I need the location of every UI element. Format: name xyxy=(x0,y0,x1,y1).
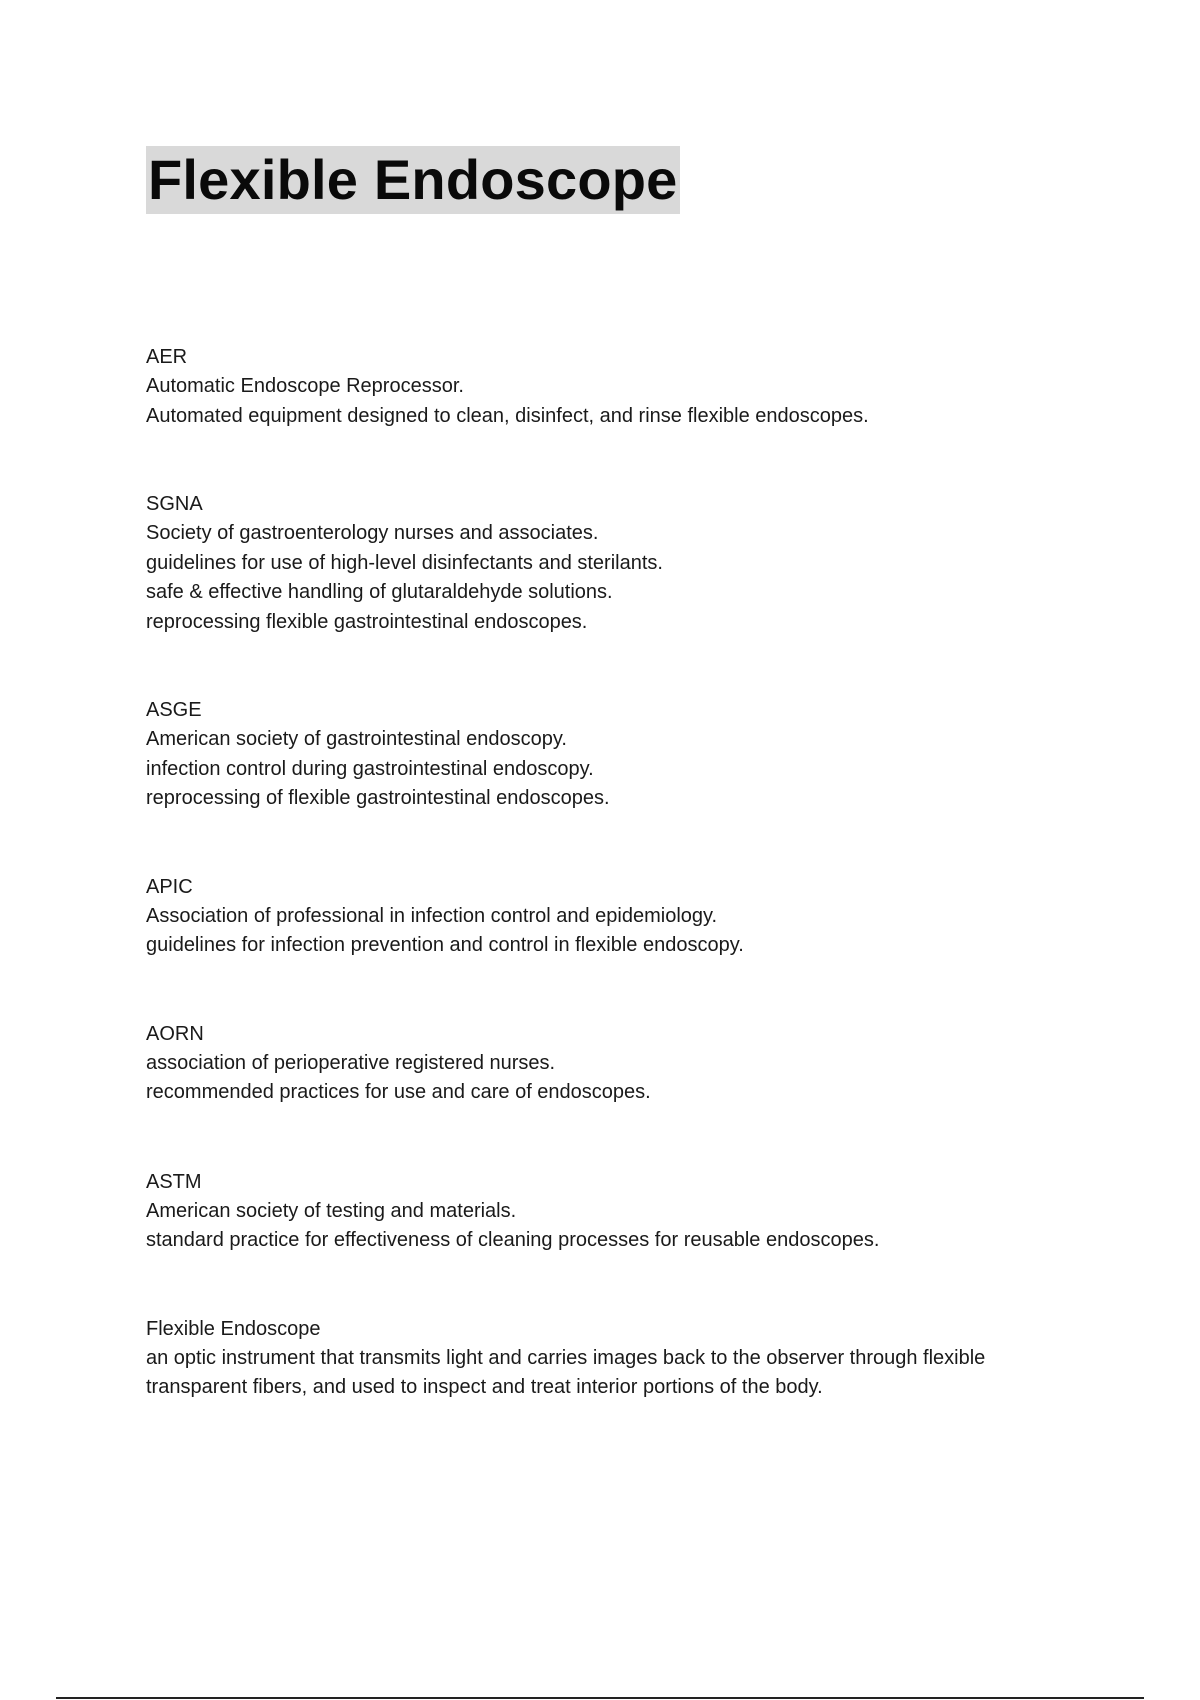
entry-definition-line: association of perioperative registered nurses. xyxy=(146,1051,556,1074)
entry-definition-line: an optic instrument that transmits light and carries images back to the observer through flexible xyxy=(146,1346,986,1369)
entry-definition-line: Automatic Endoscope Reprocessor. xyxy=(146,375,464,397)
entry-term: APIC xyxy=(146,875,193,898)
entry-definition-line: infection control during gastrointestinal endoscopy. xyxy=(146,757,594,780)
glossary-entry-sgna xyxy=(146,489,1106,637)
entry-term: AORN xyxy=(146,1022,204,1045)
entry-definition-line: guidelines for infection prevention and control in flexible endoscopy. xyxy=(146,934,744,956)
glossary-list xyxy=(146,342,1106,1403)
page-title: Flexible Endoscope xyxy=(146,146,680,214)
glossary-entry-astm xyxy=(146,1167,1106,1256)
entry-definition-line: Automated equipment designed to clean, disinfect, and rinse flexible endoscopes. xyxy=(146,404,869,427)
entry-definition-line: Association of professional in infection control and epidemiology. xyxy=(146,904,718,927)
entry-definition-line: American society of gastrointestinal endoscopy. xyxy=(146,728,567,750)
glossary-entry-flexible-endoscope xyxy=(146,1314,1106,1403)
entry-definition-line: safe & effective handling of glutaraldehyde solutions. xyxy=(146,581,613,603)
entry-definition-line: reprocessing of flexible gastrointestinal endoscopes. xyxy=(146,787,610,809)
entry-definition-line: standard practice for effectiveness of cleaning processes for reusable endoscopes. xyxy=(146,1229,880,1251)
bottom-divider xyxy=(56,1697,1144,1699)
entry-definition-line: guidelines for use of high-level disinfectants and sterilants. xyxy=(146,551,663,574)
entry-definition-line: reprocessing flexible gastrointestinal endoscopes. xyxy=(146,610,588,633)
entry-definition-line: transparent fibers, and used to inspect and treat interior portions of the body. xyxy=(146,1376,823,1398)
entry-definition-line: recommended practices for use and care of endoscopes. xyxy=(146,1081,651,1103)
entry-term: Flexible Endoscope xyxy=(146,1317,321,1340)
entry-term: SGNA xyxy=(146,493,203,515)
glossary-entry-asge xyxy=(146,695,1106,814)
entry-definition-line: American society of testing and materials. xyxy=(146,1199,517,1222)
glossary-entry-apic xyxy=(146,872,1106,961)
entry-term: ASTM xyxy=(146,1170,202,1193)
entry-definition-line: Society of gastroenterology nurses and associates. xyxy=(146,522,599,544)
entry-term: AER xyxy=(146,346,188,368)
glossary-entry-aorn xyxy=(146,1019,1106,1108)
entry-term: ASGE xyxy=(146,699,202,721)
glossary-entry-aer xyxy=(146,342,1106,431)
